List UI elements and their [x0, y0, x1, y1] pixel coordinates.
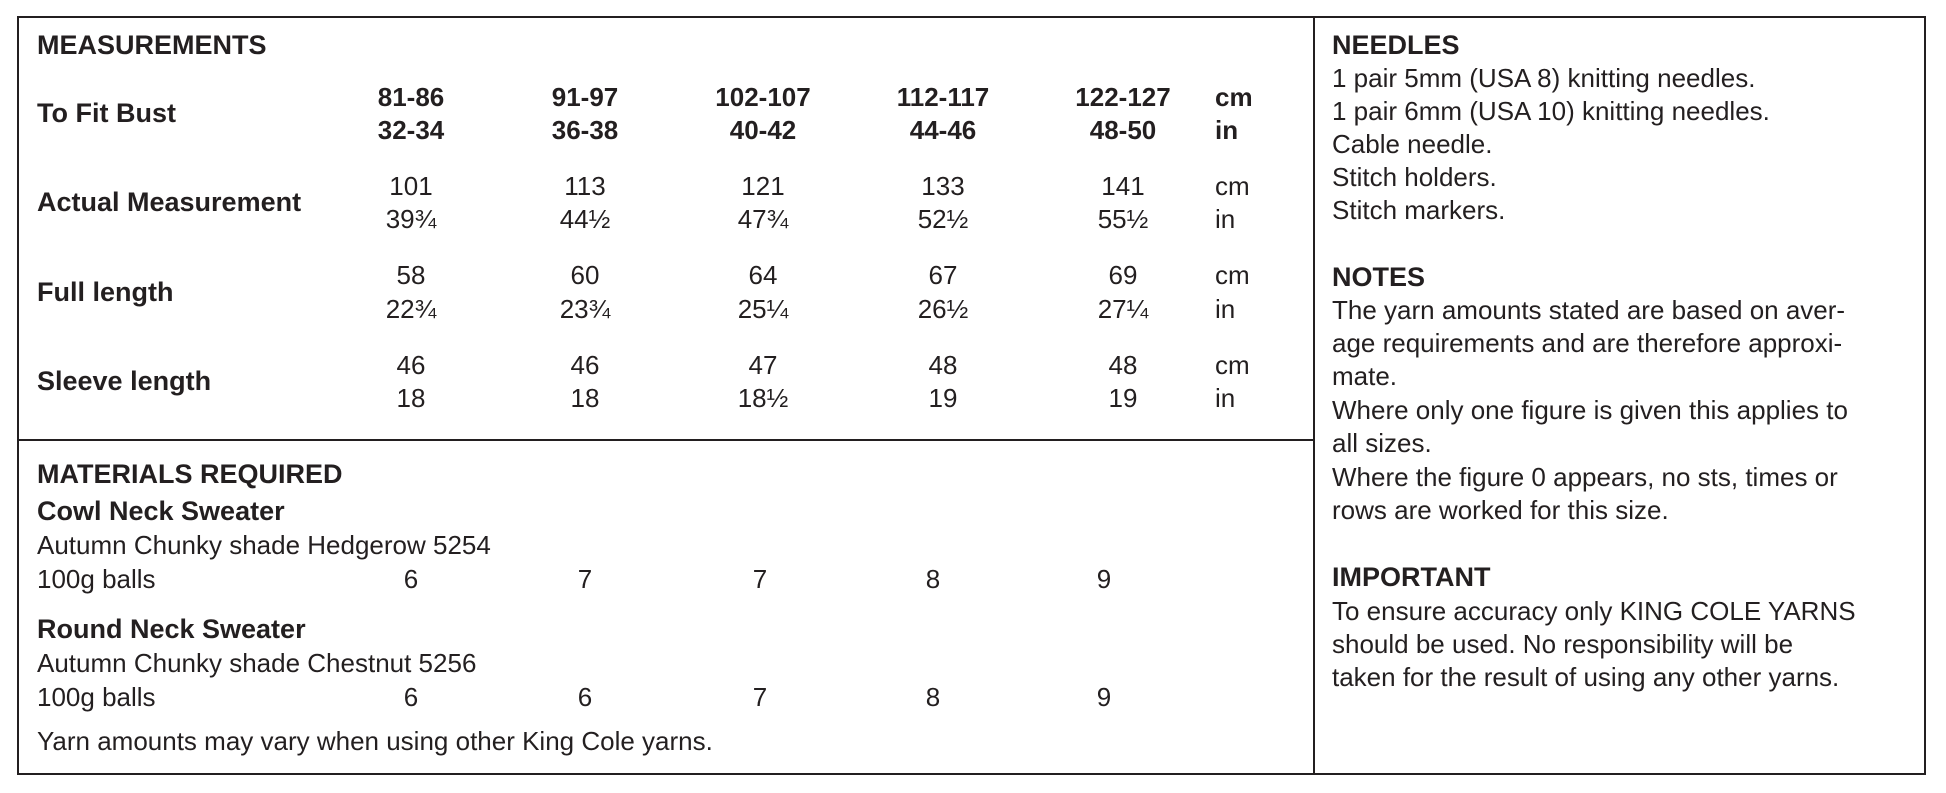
- actual-cm-2: 113: [564, 171, 606, 201]
- cowl-neck-yarn: Autumn Chunky shade Hedgerow 5254: [37, 530, 491, 560]
- sleeve-length-in-5: 19: [1108, 383, 1138, 413]
- bust-cm-size-2: 91-97: [551, 82, 619, 112]
- cowl-neck-title: Cowl Neck Sweater: [37, 496, 285, 526]
- round-neck-amount-4: 8: [925, 682, 941, 712]
- actual-cm-3: 121: [741, 171, 785, 201]
- notes-line: The yarn amounts stated are based on aver-: [1332, 295, 1846, 325]
- actual-in-5: 55½: [1097, 204, 1149, 234]
- sleeve-length-in-3: 18½: [737, 383, 789, 413]
- section-divider: [17, 439, 1314, 441]
- bust-cm-size-5: 122-127: [1075, 82, 1171, 112]
- round-neck-amount-5: 9: [1096, 682, 1112, 712]
- column-divider: [1313, 16, 1315, 775]
- actual-cm-1: 101: [389, 171, 433, 201]
- actual-in-2: 44½: [559, 204, 611, 234]
- actual-in-1: 39¾: [385, 204, 437, 234]
- bust-unit-in: in: [1215, 115, 1239, 145]
- yarn-amount-note: Yarn amounts may vary when using other King Cole yarns.: [37, 726, 713, 756]
- notes-line: all sizes.: [1332, 428, 1432, 458]
- important-heading: IMPORTANT: [1332, 562, 1491, 592]
- materials-heading: MATERIALS REQUIRED: [37, 459, 343, 489]
- needles-line: Cable needle.: [1332, 129, 1493, 159]
- notes-heading: NOTES: [1332, 262, 1426, 292]
- sleeve-length-cm-3: 47: [748, 350, 778, 380]
- sleeve-length-cm-2: 46: [570, 350, 600, 380]
- needles-line: Stitch markers.: [1332, 195, 1506, 225]
- full-length-label: Full length: [37, 277, 174, 307]
- bust-cm-size-3: 102-107: [715, 82, 811, 112]
- actual-unit-in: in: [1215, 204, 1236, 234]
- full-length-cm-5: 69: [1108, 260, 1138, 290]
- round-neck-unit: 100g balls: [37, 682, 156, 712]
- cowl-neck-unit: 100g balls: [37, 564, 156, 594]
- needles-heading: NEEDLES: [1332, 30, 1460, 60]
- full-length-unit-cm: cm: [1215, 260, 1250, 290]
- actual-cm-4: 133: [921, 171, 965, 201]
- full-length-cm-1: 58: [396, 260, 426, 290]
- bust-cm-size-1: 81-86: [377, 82, 445, 112]
- needles-line: Stitch holders.: [1332, 162, 1497, 192]
- actual-cm-5: 141: [1101, 171, 1145, 201]
- notes-line: age requirements and are therefore approxi-: [1332, 328, 1843, 358]
- full-length-cm-4: 67: [928, 260, 958, 290]
- round-neck-amount-3: 7: [752, 682, 768, 712]
- sleeve-length-label: Sleeve length: [37, 366, 212, 396]
- cowl-neck-amount-1: 6: [403, 564, 419, 594]
- round-neck-amount-1: 6: [403, 682, 419, 712]
- round-neck-amount-2: 6: [577, 682, 593, 712]
- bust-in-size-1: 32-34: [377, 115, 445, 145]
- measurements-heading: MEASUREMENTS: [37, 30, 267, 60]
- needles-line: 1 pair 5mm (USA 8) knitting needles.: [1332, 63, 1756, 93]
- sleeve-length-in-2: 18: [570, 383, 600, 413]
- full-length-cm-2: 60: [570, 260, 600, 290]
- round-neck-yarn: Autumn Chunky shade Chestnut 5256: [37, 648, 477, 678]
- round-neck-title: Round Neck Sweater: [37, 614, 306, 644]
- cowl-neck-amount-2: 7: [577, 564, 593, 594]
- full-length-cm-3: 64: [748, 260, 778, 290]
- important-line: To ensure accuracy only KING COLE YARNS: [1332, 596, 1856, 626]
- sleeve-length-in-4: 19: [928, 383, 958, 413]
- notes-line: Where only one figure is given this applies to: [1332, 395, 1848, 425]
- notes-line: mate.: [1332, 361, 1398, 391]
- needles-line: 1 pair 6mm (USA 10) knitting needles.: [1332, 96, 1770, 126]
- sleeve-length-unit-cm: cm: [1215, 350, 1250, 380]
- actual-measurement-label: Actual Measurement: [37, 187, 302, 217]
- full-length-in-2: 23¾: [559, 294, 611, 324]
- bust-in-size-5: 48-50: [1089, 115, 1157, 145]
- bust-unit-cm: cm: [1215, 82, 1253, 112]
- actual-in-3: 47¾: [737, 204, 789, 234]
- notes-line: rows are worked for this size.: [1332, 495, 1669, 525]
- bust-label: To Fit Bust: [37, 98, 176, 128]
- full-length-in-1: 22¾: [385, 294, 437, 324]
- bust-in-size-4: 44-46: [909, 115, 977, 145]
- cowl-neck-amount-5: 9: [1096, 564, 1112, 594]
- important-line: should be used. No responsibility will be: [1332, 629, 1794, 659]
- bust-cm-size-4: 112-117: [896, 82, 990, 112]
- bust-in-size-2: 36-38: [551, 115, 619, 145]
- full-length-unit-in: in: [1215, 294, 1236, 324]
- sleeve-length-cm-1: 46: [396, 350, 426, 380]
- notes-line: Where the figure 0 appears, no sts, times or: [1332, 462, 1838, 492]
- actual-in-4: 52½: [917, 204, 969, 234]
- sleeve-length-cm-4: 48: [928, 350, 958, 380]
- bust-in-size-3: 40-42: [729, 115, 797, 145]
- sleeve-length-cm-5: 48: [1108, 350, 1138, 380]
- cowl-neck-amount-4: 8: [925, 564, 941, 594]
- sleeve-length-unit-in: in: [1215, 383, 1236, 413]
- actual-unit-cm: cm: [1215, 171, 1250, 201]
- full-length-in-4: 26½: [917, 294, 969, 324]
- full-length-in-5: 27¼: [1097, 294, 1149, 324]
- sleeve-length-in-1: 18: [396, 383, 426, 413]
- full-length-in-3: 25¼: [737, 294, 789, 324]
- cowl-neck-amount-3: 7: [752, 564, 768, 594]
- important-line: taken for the result of using any other yarns.: [1332, 662, 1840, 692]
